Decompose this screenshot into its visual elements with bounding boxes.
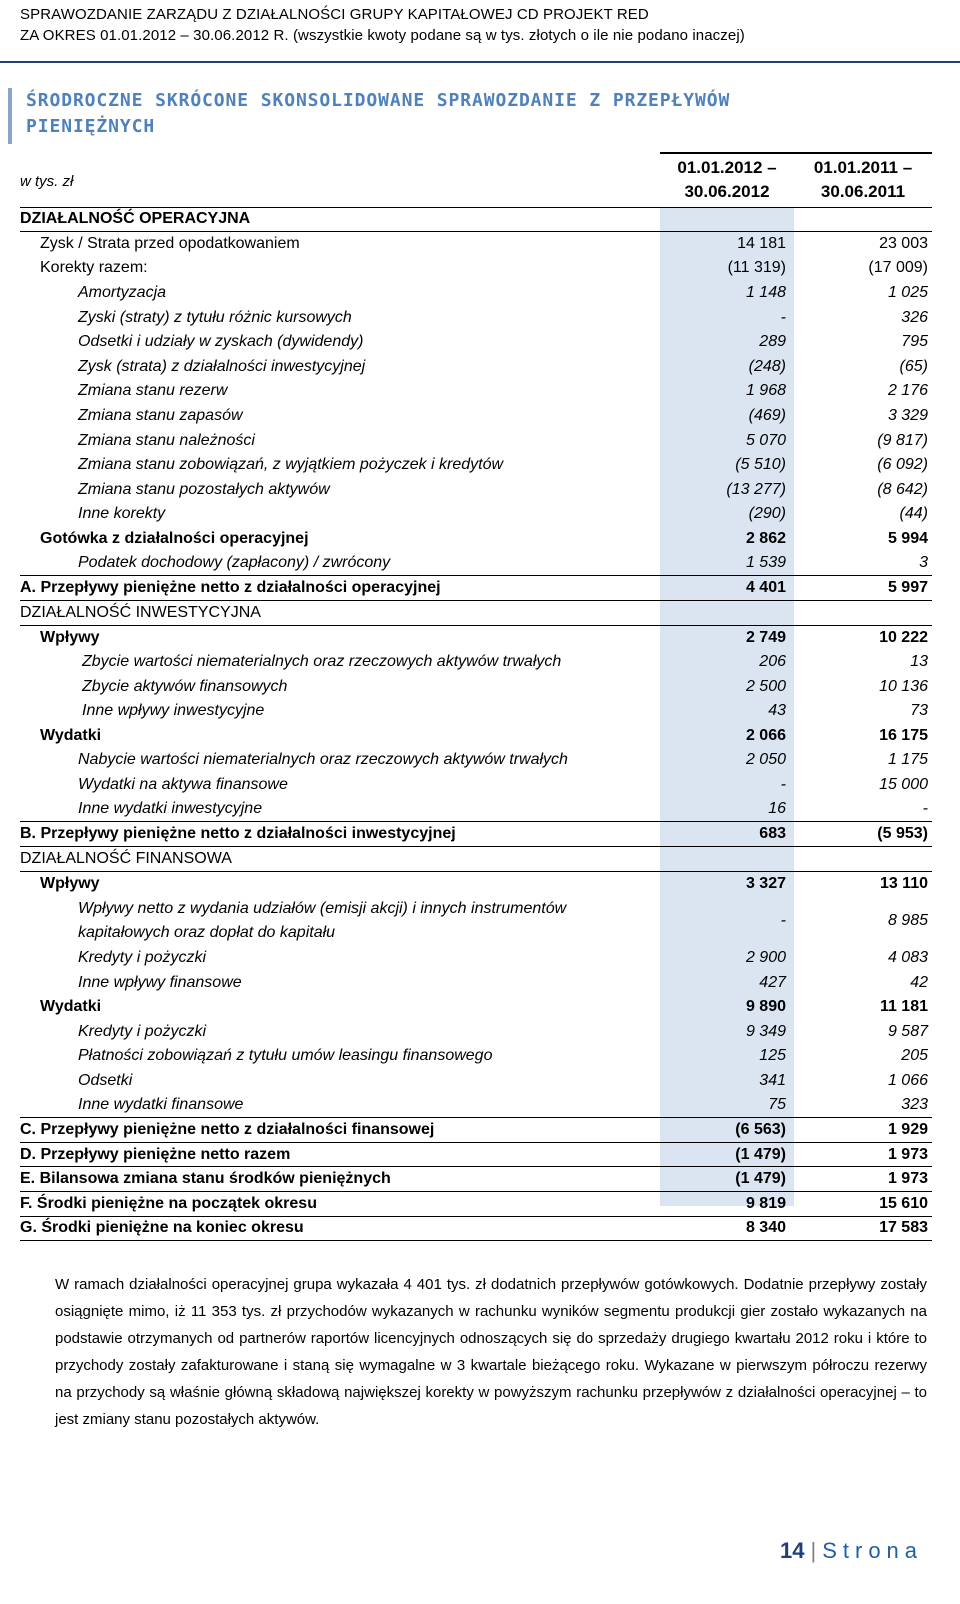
table-row: [20, 699, 932, 724]
value-2011: (17 009): [868, 259, 928, 277]
value-2011: (9 817): [877, 431, 928, 449]
value-2012: 2 050: [745, 751, 786, 769]
row-label: Wydatki na aktywa finansowe: [78, 775, 288, 793]
row-label: Podatek dochodowy (zapłacony) / zwrócony: [78, 554, 391, 572]
row-label: Amortyzacja: [78, 284, 167, 302]
value-2011: [794, 846, 932, 871]
header-rule: [0, 61, 960, 63]
row-label: Zbycie wartości niematerialnych oraz rzeczowych aktywów trwałych: [82, 652, 562, 670]
row-label: G. Środki pieniężne na koniec okresu: [20, 1216, 660, 1241]
value-2012: 206: [759, 652, 786, 670]
value-2011: [794, 207, 932, 232]
table-row: [20, 281, 932, 306]
header-line-1: SPRAWOZDANIE ZARZĄDU Z DZIAŁALNOŚCI GRUPY KAPITAŁOWEJ CD PROJEKT RED: [20, 6, 649, 23]
row-label: E. Bilansowa zmiana stanu środków pieniężnych: [20, 1167, 660, 1192]
value-2012: 16: [768, 800, 786, 818]
table-row: [20, 428, 932, 453]
row-label: Inne wydatki inwestycyjne: [78, 800, 263, 818]
table-row: [20, 650, 932, 675]
value-2012: 341: [759, 1071, 786, 1089]
value-2012: 2 749: [745, 628, 786, 646]
footer-separator: |: [810, 1538, 817, 1563]
value-2011: 17 583: [794, 1216, 932, 1241]
table-row: [20, 355, 932, 380]
column-header-2012: [660, 153, 794, 207]
row-label: B. Przepływy pieniężne netto z działalności inwestycyjnej: [20, 822, 660, 847]
section-title: [8, 88, 944, 144]
table-row: [20, 970, 932, 995]
table-row: [20, 995, 932, 1020]
value-2012: (1 479): [660, 1142, 794, 1167]
value-2011: 42: [910, 973, 928, 991]
value-2012: 8 340: [660, 1216, 794, 1241]
table-row: [20, 674, 932, 699]
row-label: F. Środki pieniężne na początek okresu: [20, 1192, 660, 1217]
value-2011: -: [922, 800, 928, 818]
value-2011: (8 642): [877, 480, 928, 498]
table-row: [20, 404, 932, 429]
commentary-paragraph: W ramach działalności operacyjnej grupa wykazała 4 401 tys. zł dodatnich przepływów gotówkowych. Dodatnie przepływy zostały osiągnięte mimo, iż 11 353 tys. zł przychodów wykazanych w rachunku wyników segmentu produkcji gier zostało wykazanych na podstawie otrzymanych od partnerów raportów licencyjnych odnoszących się do sprzedaży drugiego kwartału 2012 roku i które to przychody zostały zafakturowane i staną się wymagalne w 3 kwartale bieżącego roku. Wykazane w pierwszym półroczu rezerwy na przychody są właśnie główną składową największej korekty w powyższym rachunku przepływów z działalności operacyjnej – to jest zmiany stanu pozostałych aktywów.: [55, 1276, 927, 1428]
row-label: DZIAŁALNOŚĆ INWESTYCYJNA: [20, 601, 660, 626]
value-2011: 13: [910, 652, 928, 670]
value-2012: 4 401: [660, 576, 794, 601]
table-row: [20, 797, 932, 822]
row-label: Zysk (strata) z działalności inwestycyjnej: [78, 357, 366, 375]
row-label: Wpływy: [40, 628, 100, 646]
table-row: [20, 1093, 932, 1118]
value-2011: 326: [901, 308, 928, 326]
table-header-row: [20, 153, 932, 207]
table-row: [20, 478, 932, 503]
value-2011: 1 973: [794, 1142, 932, 1167]
value-2012: -: [780, 308, 786, 326]
row-label: Zysk / Strata przed opodatkowaniem: [40, 235, 300, 253]
row-label: Zmiana stanu zobowiązań, z wyjątkiem pożyczek i kredytów: [78, 456, 504, 474]
value-2011: 10 136: [879, 677, 928, 695]
section-title-line-1: ŚRODROCZNE SKRÓCONE SKONSOLIDOWANE SPRAWOZDANIE Z PRZEPŁYWÓW: [26, 90, 731, 111]
table-row: [20, 946, 932, 971]
table-row: [20, 453, 932, 478]
value-2011: 73: [910, 702, 928, 720]
value-2012: 1 148: [745, 284, 786, 302]
column-header-2011: [794, 153, 932, 207]
row-label: Płatności zobowiązań z tytułu umów leasingu finansowego: [78, 1047, 493, 1065]
value-2011: 15 610: [794, 1192, 932, 1217]
value-2012: (248): [748, 357, 786, 375]
value-2012: (5 510): [735, 456, 786, 474]
row-label: DZIAŁALNOŚĆ FINANSOWA: [20, 846, 660, 871]
unit-label: w tys. zł: [20, 153, 660, 207]
table-row: [20, 846, 932, 871]
value-2012: 5 070: [745, 431, 786, 449]
table-row: [20, 1167, 932, 1192]
value-2012: 289: [759, 333, 786, 351]
row-label: Kredyty i pożyczki: [78, 948, 207, 966]
row-label: Wydatki: [40, 726, 102, 744]
table-row: [20, 576, 932, 601]
table-row: [20, 502, 932, 527]
table-row: [20, 822, 932, 847]
value-2011: 1 973: [794, 1167, 932, 1192]
cash-flow-table: [20, 152, 932, 1241]
value-2012: (11 319): [727, 259, 786, 277]
row-label: Inne wpływy inwestycyjne: [82, 702, 265, 720]
value-2012: 125: [759, 1047, 786, 1065]
table-row: [20, 527, 932, 552]
table-row: [20, 748, 932, 773]
value-2011: 3 329: [887, 407, 928, 425]
column-header-2011-line-1: 01.01.2011 –: [813, 158, 913, 178]
value-2012: (6 563): [660, 1118, 794, 1143]
table-row: [20, 1216, 932, 1241]
table-row: [20, 256, 932, 281]
value-2012: 2 500: [745, 677, 786, 695]
value-2011: (65): [899, 357, 928, 375]
value-2011: 5 994: [887, 530, 928, 548]
value-2012: -: [780, 775, 786, 793]
table-row: [20, 601, 932, 626]
cash-flow-statement: [20, 152, 932, 1241]
value-2011: (44): [899, 505, 928, 523]
row-label: Inne wydatki finansowe: [78, 1096, 244, 1114]
row-label: Zmiana stanu zapasów: [78, 407, 243, 425]
table-row: [20, 1192, 932, 1217]
row-label: A. Przepływy pieniężne netto z działalności operacyjnej: [20, 576, 660, 601]
row-label: Zmiana stanu pozostałych aktywów: [78, 480, 330, 498]
value-2011: 1 929: [794, 1118, 932, 1143]
page-footer: [780, 1536, 950, 1566]
row-label: Odsetki i udziały w zyskach (dywidendy): [78, 333, 364, 351]
table-row: [20, 1142, 932, 1167]
row-label: Gotówka z działalności operacyjnej: [40, 530, 309, 548]
column-header-2012-line-2: 30.06.2012: [684, 182, 770, 202]
value-2012: 2 066: [745, 726, 786, 744]
row-label: Zbycie aktywów finansowych: [82, 677, 288, 695]
value-2012: 43: [768, 702, 786, 720]
value-2011: 23 003: [879, 235, 928, 253]
value-2012: 9 819: [660, 1192, 794, 1217]
table-row: [20, 625, 932, 650]
row-label: Korekty razem:: [40, 259, 148, 277]
table-row: [20, 723, 932, 748]
section-title-line-2: PIENIĘŻNYCH: [26, 116, 156, 137]
column-header-2011-line-2: 30.06.2011: [820, 182, 906, 202]
value-2011: 13 110: [879, 874, 928, 892]
value-2012: (469): [748, 407, 786, 425]
value-2011: 323: [901, 1096, 928, 1114]
value-2012: (290): [748, 505, 786, 523]
value-2011: 1 175: [887, 751, 928, 769]
value-2012: 427: [759, 973, 786, 991]
value-2012: -: [780, 911, 786, 929]
row-label: Odsetki: [78, 1071, 133, 1089]
value-2012: 2 900: [745, 948, 786, 966]
value-2011: (6 092): [877, 456, 928, 474]
value-2011: 205: [901, 1047, 928, 1065]
value-2012: 1 968: [745, 382, 786, 400]
page-header: [20, 4, 950, 46]
row-label: DZIAŁALNOŚĆ OPERACYJNA: [20, 207, 660, 232]
value-2012: 1 539: [745, 554, 786, 572]
column-header-2012-line-1: 01.01.2012 –: [677, 158, 777, 178]
value-2011: 795: [901, 333, 928, 351]
value-2011: (5 953): [794, 822, 932, 847]
row-label: Wydatki: [40, 998, 102, 1016]
value-2012: (13 277): [726, 480, 786, 498]
row-label: D. Przepływy pieniężne netto razem: [20, 1142, 660, 1167]
value-2011: 10 222: [879, 628, 928, 646]
row-label: Nabycie wartości niematerialnych oraz rzeczowych aktywów trwałych: [78, 751, 568, 769]
value-2012: 683: [660, 822, 794, 847]
row-label: Inne wpływy finansowe: [78, 973, 242, 991]
value-2011: 16 175: [879, 726, 928, 744]
value-2011: 3: [919, 554, 928, 572]
table-row: [20, 896, 932, 946]
value-2012: 9 890: [745, 998, 786, 1016]
value-2012: [660, 601, 794, 626]
table-row: [20, 1044, 932, 1069]
row-label: C. Przepływy pieniężne netto z działalności finansowej: [20, 1118, 660, 1143]
table-row: [20, 330, 932, 355]
row-label: Zmiana stanu należności: [78, 431, 255, 449]
table-row: [20, 1069, 932, 1094]
value-2012: [660, 207, 794, 232]
value-2011: 4 083: [887, 948, 928, 966]
table-row: [20, 871, 932, 896]
table-row: [20, 1019, 932, 1044]
row-label: Zyski (straty) z tytułu różnic kursowych: [78, 308, 352, 326]
value-2011: 9 587: [887, 1022, 928, 1040]
table-row: [20, 379, 932, 404]
value-2012: 9 349: [745, 1022, 786, 1040]
value-2012: 14 181: [737, 235, 786, 253]
value-2011: 1 025: [887, 284, 928, 302]
value-2012: 3 327: [745, 874, 786, 892]
value-2011: 8 985: [887, 911, 928, 929]
value-2011: 15 000: [879, 775, 928, 793]
value-2012: [660, 846, 794, 871]
row-label: Kredyty i pożyczki: [78, 1022, 207, 1040]
table-row: [20, 1118, 932, 1143]
page-number: 14: [780, 1538, 805, 1563]
value-2011: 5 997: [794, 576, 932, 601]
table-row: [20, 773, 932, 798]
header-line-2: ZA OKRES 01.01.2012 – 30.06.2012 R. (wszystkie kwoty podane są w tys. złotych o ile nie podano inaczej): [20, 27, 745, 44]
row-label: Wpływy netto z wydania udziałów (emisji akcji) i innych instrumentów kapitałowych oraz dopłat do kapitału: [78, 899, 567, 941]
row-label: Inne korekty: [78, 505, 166, 523]
value-2011: 1 066: [887, 1071, 928, 1089]
value-2011: 11 181: [879, 998, 928, 1016]
value-2012: 75: [768, 1096, 786, 1114]
table-row: [20, 232, 932, 257]
table-row: [20, 305, 932, 330]
value-2011: 2 176: [887, 382, 928, 400]
value-2012: (1 479): [660, 1167, 794, 1192]
footer-word: Strona: [822, 1538, 924, 1563]
value-2011: [794, 601, 932, 626]
value-2012: 2 862: [745, 530, 786, 548]
row-label: Wpływy: [40, 874, 100, 892]
table-row: [20, 207, 932, 232]
row-label: Zmiana stanu rezerw: [78, 382, 228, 400]
table-row: [20, 551, 932, 576]
